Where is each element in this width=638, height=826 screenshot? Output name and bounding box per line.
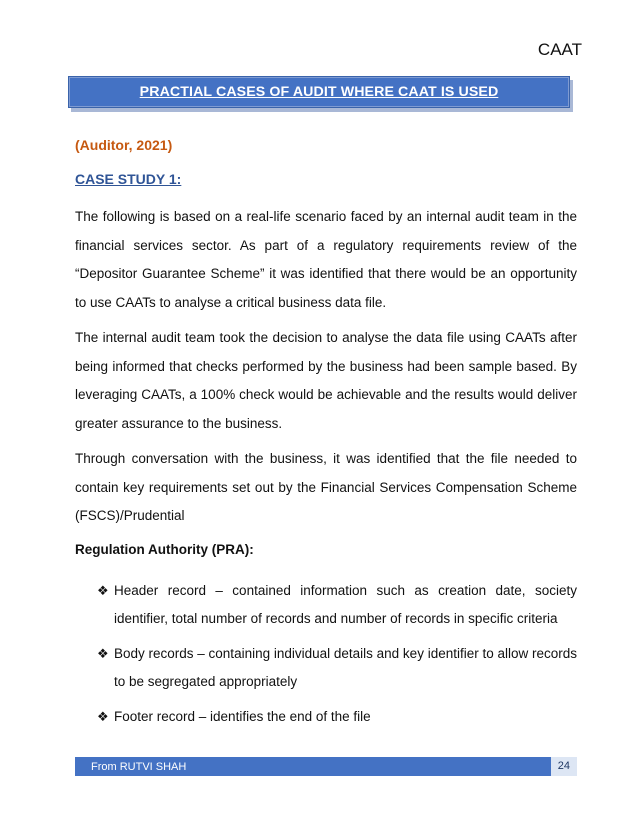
running-header-title: CAAT: [537, 40, 582, 59]
paragraph: The internal audit team took the decision to analyse the data file using CAATs after being informed that checks performed by the business had been sample based. By leveraging CAATs, a 100% check would be achievable and the results would deliver greater assurance to the business.: [75, 330, 577, 431]
title-banner: [68, 76, 570, 108]
list-item: [97, 577, 577, 633]
diamond-bullet-icon: ❖: [97, 645, 109, 661]
title-banner-text: PRACTIAL CASES OF AUDIT WHERE CAAT IS USED: [139, 84, 499, 100]
list-item-text: Footer record – identifies the end of the file: [114, 708, 371, 724]
diamond-bullet-icon: ❖: [97, 708, 109, 724]
paragraph: Through conversation with the business, it was identified that the file needed to contain key requirements set out by the Financial Services Compensation Scheme (FSCS)/Prudential: [75, 451, 577, 523]
diamond-bullet-icon: ❖: [97, 582, 109, 598]
document-body: [75, 136, 577, 738]
footer-source: From RUTVI SHAH: [91, 760, 187, 773]
subheading: Regulation Authority (PRA):: [75, 541, 254, 557]
list-item: [97, 640, 577, 696]
page-number: 24: [551, 757, 577, 776]
list-item-text: Header record – contained information such as creation date, society identifier, total number of records and number of records in specific criteria: [114, 582, 577, 626]
list-item-text: Body records – containing individual details and key identifier to allow records to be segregated appropriately: [114, 645, 578, 689]
bullet-list: [75, 577, 577, 731]
citation: (Auditor, 2021): [75, 137, 173, 153]
footer-bar: [75, 757, 577, 776]
case-study-heading: CASE STUDY 1:: [75, 171, 182, 187]
paragraph: The following is based on a real-life scenario faced by an internal audit team in the financial services sector. As part of a regulatory requirements review of the “Depositor Guarantee Scheme” it was identified that there would be an opportunity to use CAATs to analyse a critical business data file.: [75, 209, 577, 310]
list-item: [97, 703, 577, 731]
